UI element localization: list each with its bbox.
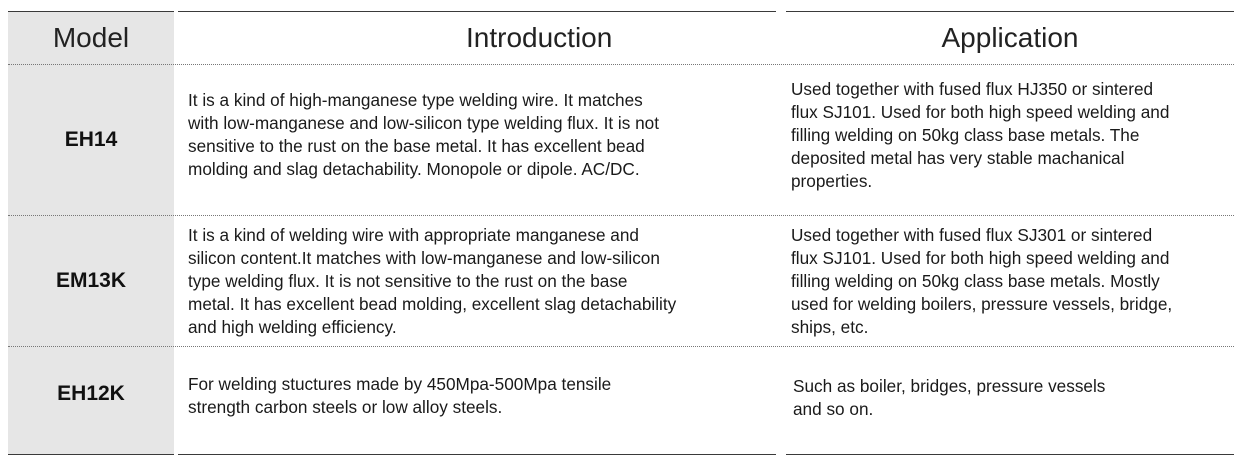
row-1-introduction-line: molding and slag detachability. Monopole or dipole. AC/DC. [188, 159, 640, 179]
table-bottom-rule-model [8, 454, 174, 455]
row-2-introduction-line: and high welding efficiency. [188, 317, 397, 337]
row-divider-1 [8, 215, 1234, 216]
row-1-introduction-line: sensitive to the rust on the base metal. It has excellent bead [188, 136, 645, 156]
row-2-application-line: used for welding boilers, pressure vessels, bridge, [791, 294, 1173, 314]
row-1-application-line: filling welding on 50kg class base metals. The [791, 125, 1140, 145]
table-bottom-rule-introduction [178, 454, 776, 455]
row-2-model: EM13K [55, 269, 127, 292]
row-1-introduction-line: It is a kind of high-manganese type welding wire. It matches [188, 90, 643, 110]
row-2-application-line: filling welding on 50kg class base metals. Mostly [791, 271, 1160, 291]
row-divider-2 [8, 346, 1234, 347]
row-3-introduction-line: strength carbon steels or low alloy steels. [188, 397, 503, 417]
row-3-application [793, 375, 1105, 421]
row-2-application-line: ships, etc. [791, 317, 869, 337]
table-bottom-rule-application [786, 454, 1234, 455]
row-1-application [791, 78, 1169, 193]
row-2-introduction-line: type welding flux. It is not sensitive to the rust on the base [188, 271, 628, 291]
header-introduction: Introduction [466, 22, 613, 53]
row-2-introduction-line: It is a kind of welding wire with appropriate manganese and [188, 225, 639, 245]
row-1-model: EH14 [64, 128, 118, 151]
header-application: Application [941, 22, 1079, 53]
row-2-introduction-line: metal. It has excellent bead molding, excellent slag detachability [188, 294, 677, 314]
row-2-introduction [188, 224, 676, 339]
row-3-introduction-line: For welding stuctures made by 450Mpa-500Mpa tensile [188, 374, 612, 394]
header-model: Model [52, 22, 130, 53]
row-3-application-line: and so on. [793, 399, 874, 419]
row-3-model: EH12K [57, 382, 125, 405]
header-divider [8, 64, 1234, 65]
row-1-introduction-line: with low-manganese and low-silicon type welding flux. It is not [188, 113, 659, 133]
row-2-application-line: Used together with fused flux SJ301 or sintered [791, 225, 1153, 245]
row-1-application-line: properties. [791, 171, 873, 191]
row-2-application-line: flux SJ101. Used for both high speed welding and [791, 248, 1170, 268]
row-1-application-line: deposited metal has very stable machanical [791, 148, 1125, 168]
row-2-application [791, 224, 1172, 339]
row-2-introduction-line: silicon content.It matches with low-manganese and low-silicon [188, 248, 660, 268]
row-1-introduction [188, 89, 659, 181]
row-1-application-line: Used together with fused flux HJ350 or sintered [791, 79, 1154, 99]
row-3-application-line: Such as boiler, bridges, pressure vessels [793, 376, 1106, 396]
row-1-application-line: flux SJ101. Used for both high speed welding and [791, 102, 1170, 122]
row-3-introduction [188, 373, 611, 419]
